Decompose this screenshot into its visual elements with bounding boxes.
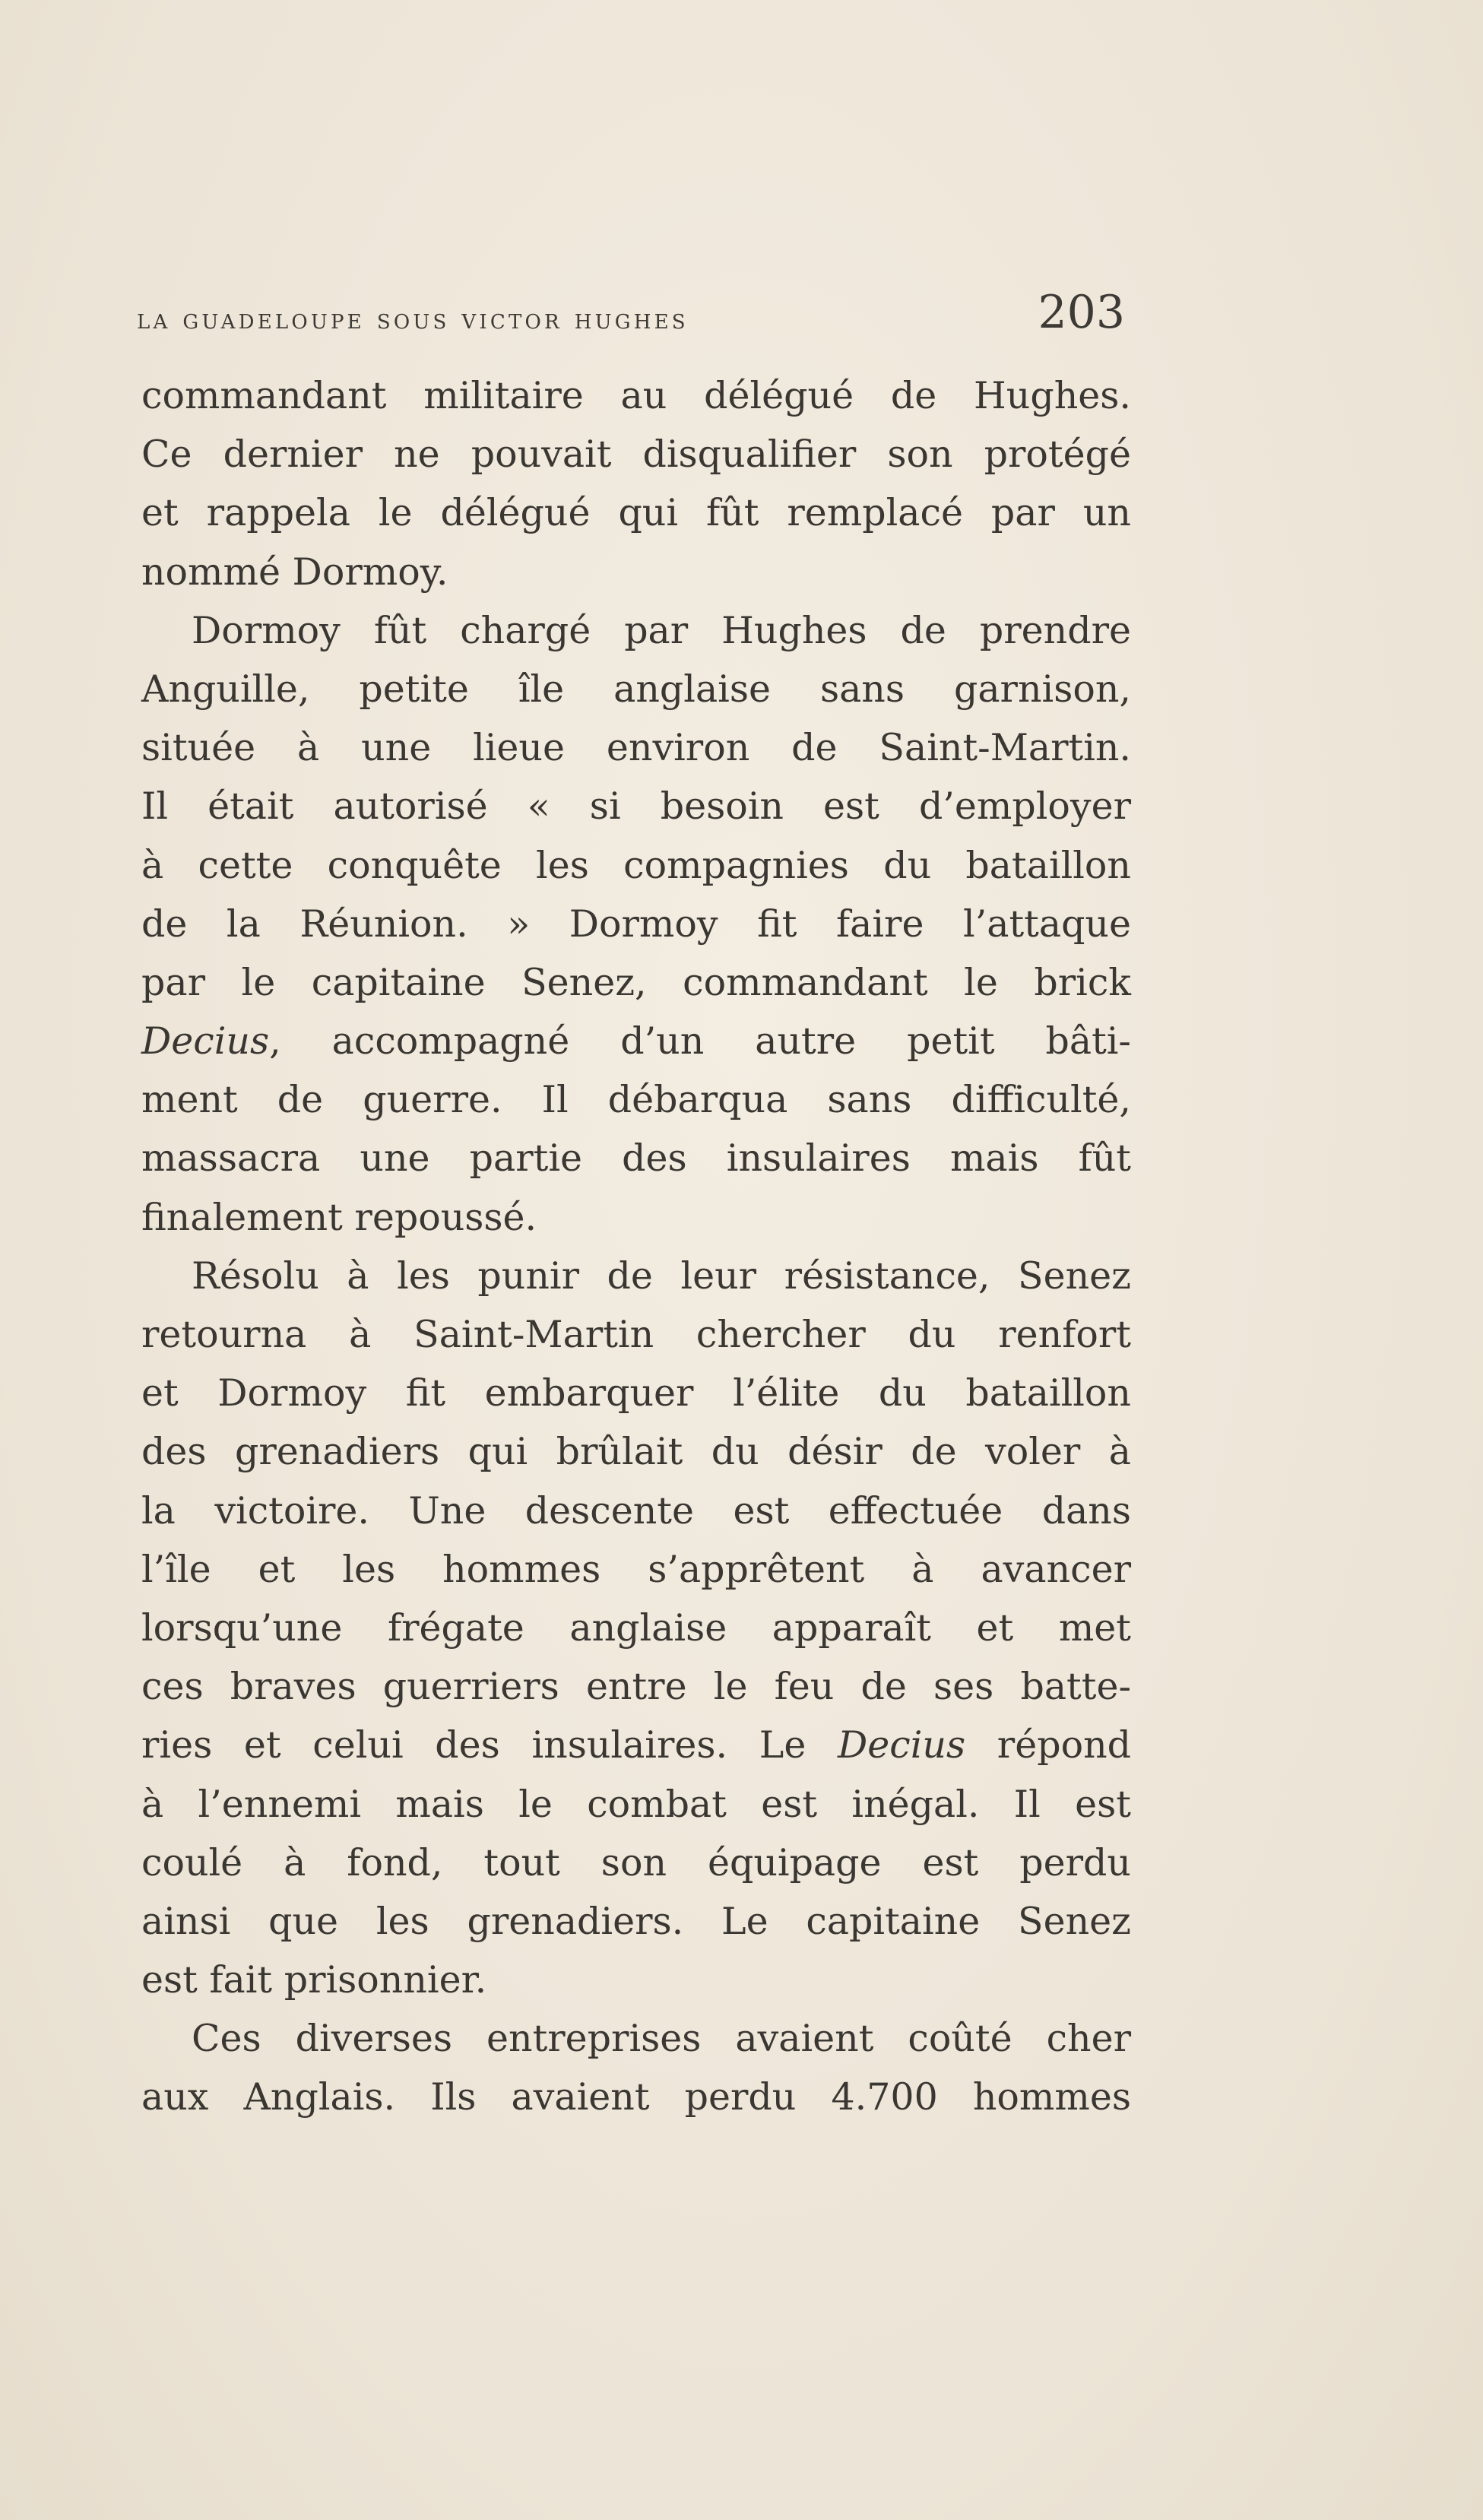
page-number: 203 <box>1038 286 1125 339</box>
line-text: l’île et les hommes s’apprêtent à avancer <box>141 1547 1131 1591</box>
text-line <box>141 1364 1131 1422</box>
line-text: Ce dernier ne pouvait disqualifier son protégé <box>141 433 1131 477</box>
text-line <box>141 1834 1131 1892</box>
text-line <box>141 1422 1131 1481</box>
text-line <box>141 1012 1131 1070</box>
text-line <box>141 1188 1131 1247</box>
text-line <box>141 601 1131 660</box>
text-line <box>141 1716 1131 1774</box>
line-text: , accompagné d’un autre petit bâti- <box>269 1019 1131 1063</box>
line-text: des grenadiers qui brûlait du désir de voler à <box>141 1430 1131 1474</box>
line-text: lorsqu’une frégate anglaise apparaît et met <box>141 1606 1131 1650</box>
line-text: de la Réunion. » Dormoy fit faire l’attaque <box>141 902 1131 946</box>
line-text: et rappela le délégué qui fût remplacé par un <box>141 491 1131 535</box>
line-text: Résolu à les punir de leur résistance, Senez <box>192 1254 1131 1298</box>
text-line <box>141 1657 1131 1716</box>
text-line <box>141 777 1131 835</box>
line-text: retourna à Saint-Martin chercher du renfort <box>141 1313 1131 1356</box>
line-text: ries et celui des insulaires. Le <box>141 1723 838 1767</box>
italic-title: Decius <box>838 1723 966 1767</box>
line-text: Ces diverses entreprises avaient coûté cher <box>192 2017 1131 2061</box>
line-text: est fait prisonnier. <box>141 1958 487 2002</box>
line-text: coulé à fond, tout son équipage est perdu <box>141 1840 1131 1884</box>
text-line <box>141 660 1131 718</box>
line-text: massacra une partie des insulaires mais fût <box>141 1136 1131 1181</box>
line-text: Dormoy fût chargé par Hughes de prendre <box>192 608 1131 652</box>
line-text: Anguille, petite île anglaise sans garnison, <box>141 667 1131 711</box>
line-text: aux Anglais. Ils avaient perdu 4.700 hommes <box>141 2075 1131 2119</box>
text-line <box>141 483 1131 542</box>
text-line <box>141 1951 1131 2009</box>
page-header <box>137 281 1125 350</box>
line-text: Il était autorisé « si besoin est d’employer <box>141 785 1131 829</box>
text-line <box>141 1892 1131 1951</box>
text-line <box>141 2009 1131 2068</box>
line-text: commandant militaire au délégué de Hughes. <box>141 374 1131 417</box>
line-text: par le capitaine Senez, commandant le brick <box>141 960 1131 1004</box>
line-text: à l’ennemi mais le combat est inégal. Il est <box>141 1782 1131 1826</box>
text-line <box>141 836 1131 895</box>
line-text: située à une lieue environ de Saint-Martin. <box>141 726 1131 770</box>
line-text: finalement repoussé. <box>141 1195 537 1239</box>
text-line <box>141 718 1131 777</box>
line-text: ainsi que les grenadiers. Le capitaine Senez <box>141 1899 1131 1943</box>
italic-title: Decius <box>141 1019 270 1063</box>
text-line <box>141 1305 1131 1364</box>
body-text <box>141 366 1131 2127</box>
text-line <box>141 1247 1131 1305</box>
text-line <box>141 1540 1131 1599</box>
line-text: ces braves guerriers entre le feu de ses batte- <box>141 1665 1131 1709</box>
text-line <box>141 543 1131 601</box>
line-text: et Dormoy fit embarquer l’élite du bataillon <box>141 1371 1131 1415</box>
text-line <box>141 1599 1131 1657</box>
text-line <box>141 2068 1131 2126</box>
text-line <box>141 1070 1131 1129</box>
text-line <box>141 895 1131 953</box>
text-line <box>141 366 1131 425</box>
text-line <box>141 953 1131 1012</box>
line-text: ment de guerre. Il débarqua sans difficulté, <box>141 1078 1131 1122</box>
text-line <box>141 1482 1131 1540</box>
running-title: la guadeloupe sous victor hughes <box>137 303 689 335</box>
line-text: nommé Dormoy. <box>141 550 448 594</box>
text-line <box>141 425 1131 483</box>
line-text: à cette conquête les compagnies du bataillon <box>141 843 1131 887</box>
line-text: la victoire. Une descente est effectuée dans <box>141 1488 1131 1533</box>
line-text: répond <box>965 1723 1131 1767</box>
text-line <box>141 1129 1131 1187</box>
text-line <box>141 1775 1131 1834</box>
